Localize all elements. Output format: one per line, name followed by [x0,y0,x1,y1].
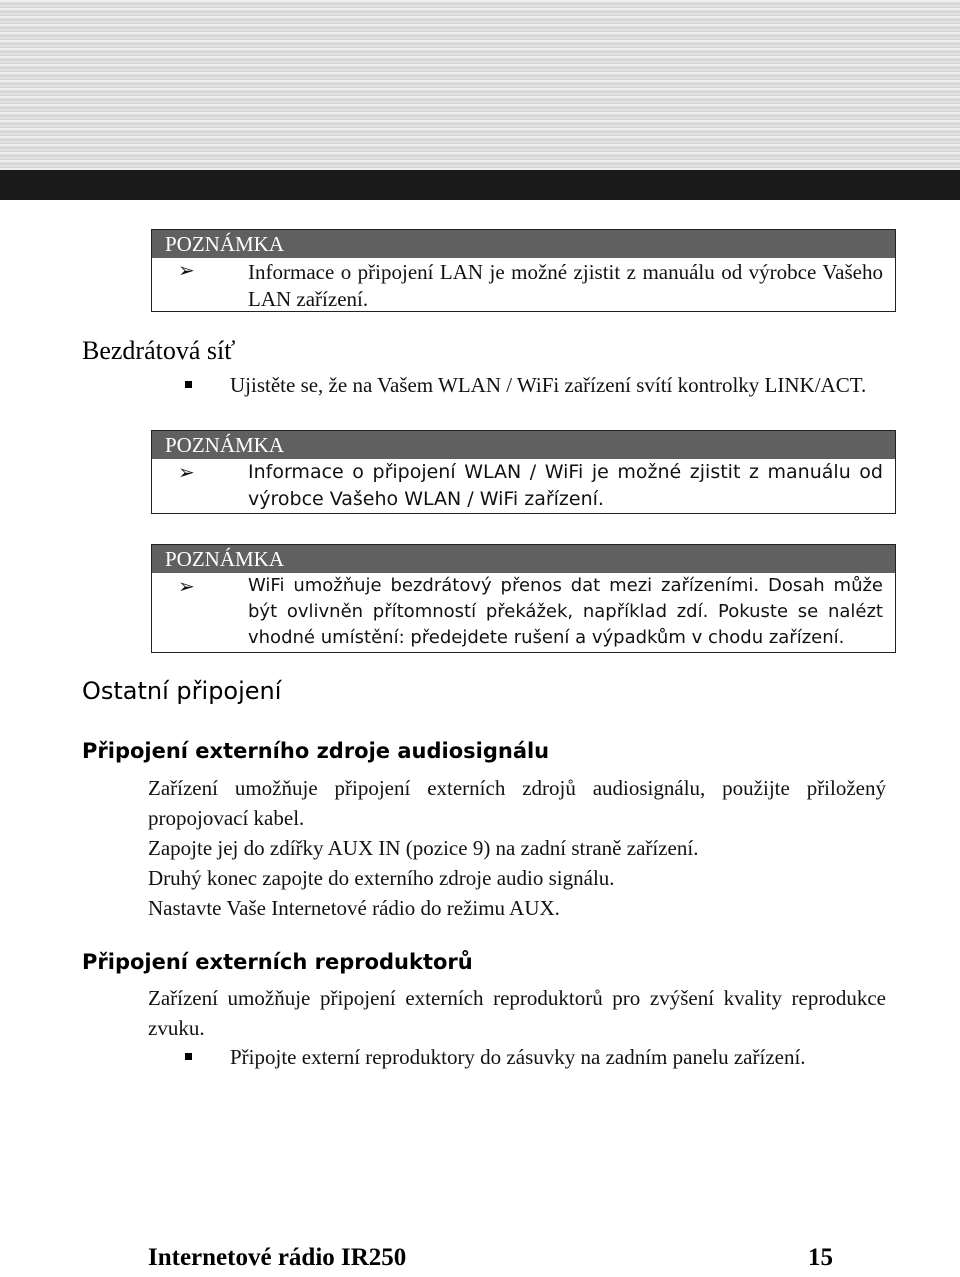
note-label: POZNÁMKA [152,431,895,459]
subheading-speakers: Připojení externích reproduktorů [82,950,473,974]
note-text: Informace o připojení WLAN / WiFi je možné zjistit z manuálu od výrobce Vašeho WLAN / WiFi zařízení. [248,461,883,510]
note-content [152,459,895,513]
wireless-bullet-text: Ujistěte se, že na Vašem WLAN / WiFi zařízení svítí kontrolky LINK/ACT. [230,373,867,397]
speakers-bullet [185,1044,885,1071]
footer-title: Internetové rádio IR250 [148,1244,407,1271]
square-bullet-icon [185,381,192,388]
audio-line-3: Druhý konec zapojte do externího zdroje audio signálu. [148,866,615,890]
speakers-paragraph: Zařízení umožňuje připojení externích reproduktorů pro zvýšení kvality reprodukce zvuku. [148,986,886,1040]
header-texture [0,0,960,170]
section-heading-other: Ostatní připojení [82,677,282,705]
header-bar [0,170,960,200]
audio-line-1: Zařízení umožňuje připojení externích zdrojů audiosignálu, použijte přiložený propojovací kabel. [148,776,886,830]
note-text: Informace o připojení LAN je možné zjistit z manuálu od výrobce Vašeho LAN zařízení. [248,260,883,311]
note-box-lan [151,229,896,312]
note-label: POZNÁMKA [152,230,895,258]
footer-page-number: 15 [808,1244,833,1271]
note-content [152,258,895,313]
section-heading-wireless: Bezdrátová síť [82,336,236,365]
arrow-bullet-icon: ➢ [178,574,195,598]
arrow-bullet-icon: ➢ [178,260,195,282]
note-label: POZNÁMKA [152,545,895,573]
note-box-wlan [151,430,896,514]
audio-line-2: Zapojte jej do zdířky AUX IN (pozice 9) na zadní straně zařízení. [148,836,699,860]
note-text: WiFi umožňuje bezdrátový přenos dat mezi zařízeními. Dosah může být ovlivněn přítomností překážek, například zdí. Pokuste se nalézt vhodné umístění: předejdete rušení a výpadkům v chodu zařízení. [248,575,883,648]
arrow-bullet-icon: ➢ [178,460,195,484]
audio-line-4: Nastavte Vaše Internetové rádio do režimu AUX. [148,896,560,920]
note-content [152,573,895,651]
speakers-bullet-text: Připojte externí reproduktory do zásuvky na zadním panelu zařízení. [230,1045,806,1069]
wireless-bullet [185,372,885,399]
subheading-audio: Připojení externího zdroje audiosignálu [82,739,550,763]
note-box-wifi [151,544,896,653]
square-bullet-icon [185,1053,192,1060]
